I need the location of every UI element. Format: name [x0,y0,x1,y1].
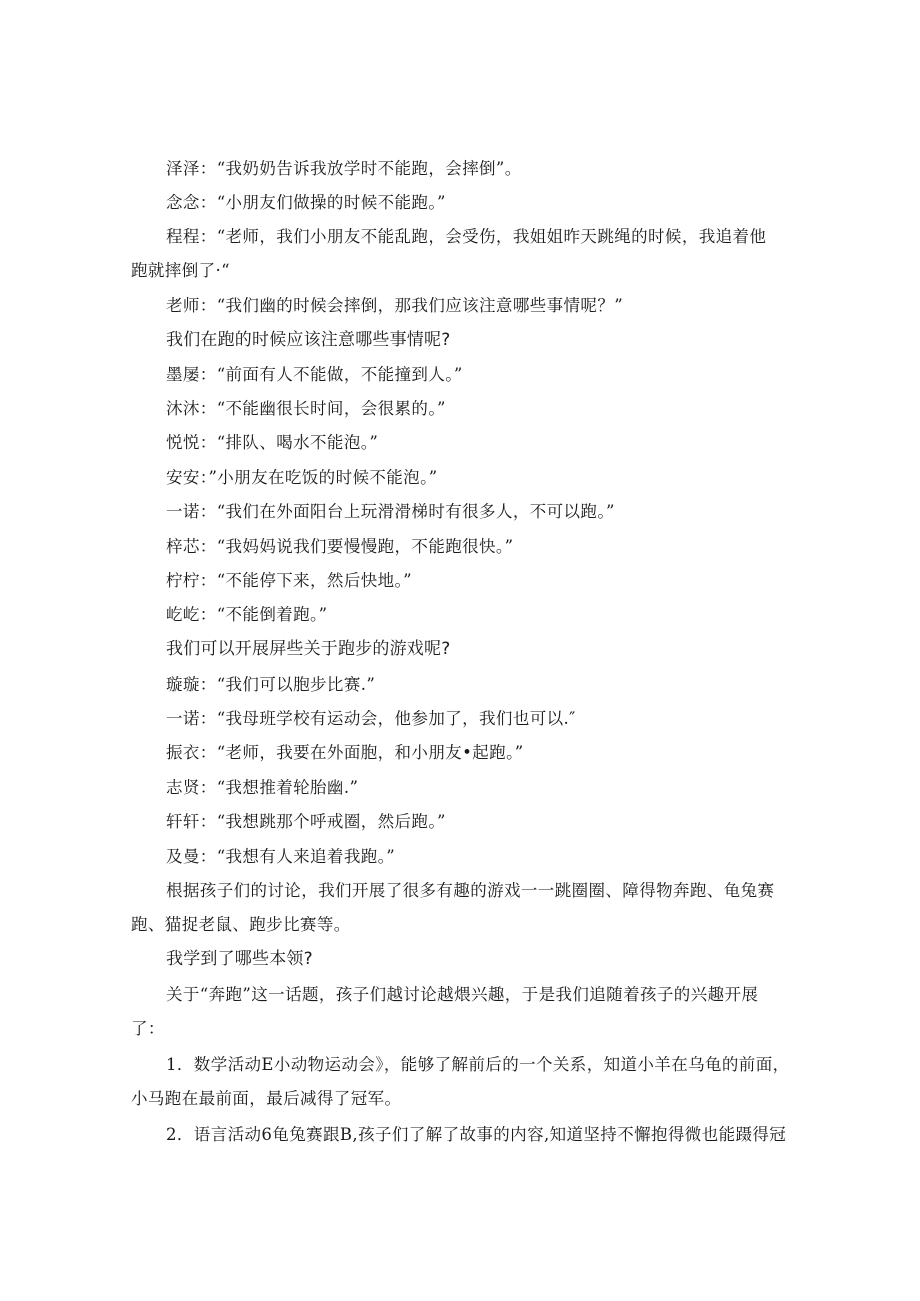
dialogue-line: 振衣：“老师，我要在外面胞，和小朋友•起跑。” [166,743,524,762]
section-heading: 我学到了哪些本领? [166,949,313,969]
dialogue-line: 梓芯：“我妈妈说我们要慢慢跑，不能跑很快。” [166,537,514,556]
dialogue-line: 及曼：“我想有人来追着我跑。” [166,847,396,866]
dialogue-line: 安安：”小朋友在吃饭的时候不能泡。” [166,468,438,487]
dialogue-line: 泽泽：“我奶奶告诉我放学时不能跑，会摔倒”。 [166,159,522,178]
dialogue-line: 念念：“小朋友们做操的时候不能跑。” [166,193,446,212]
dialogue-line: 老师：“我们幽的时候会摔倒，那我们应该注意哪些事情呢？” [166,296,624,315]
list-item-continued: 小马跑在最前面，最后减得了冠军。 [131,1089,402,1108]
dialogue-line: 柠柠：“不能停下来，然后快地。” [166,571,413,590]
paragraph-line: 根据孩子们的讨论，我们开展了很多有趣的游戏一一跳圈圈、障得物奔跑、龟兔赛 [166,881,775,900]
paragraph-line-continued: 跑、猫捉老鼠、跑步比赛等。 [131,915,351,934]
list-item: 2．语言活动6龟兔赛跟B,孩子们了解了故事的内容,知道坚持不懈抱得微也能蹑得冠 [166,1125,787,1144]
dialogue-line: 志贤：“我想推着轮胎幽.” [166,778,359,797]
dialogue-line: 一诺：“我们在外面阳台上玩滑滑梯时有很多人，不可以跑。” [166,502,615,521]
dialogue-line: 璇璇：“我们可以胞步比赛.” [166,675,376,694]
paragraph-line: 关于“奔跑”这一话题，孩子们越讨论越煨兴趣，于是我们追随着孩子的兴趣开展 [166,985,759,1004]
section-heading: 我们在跑的时候应该注意哪些事情呢? [166,330,451,350]
dialogue-line-continued: 跑就摔倒了·“ [131,261,230,280]
list-item: 1．数学活动E小动物运动会》，能够了解前后的一个关系，知道小羊在乌龟的前面， [166,1055,790,1074]
paragraph-line-continued: 了： [131,1019,165,1038]
section-heading: 我们可以开展屏些关于跑步的游戏呢? [166,639,451,659]
dialogue-line: 悦悦：“排队、喝水不能泡。” [166,433,379,452]
dialogue-line: 墨屡：“前面有人不能做，不能撞到人。” [166,365,463,384]
dialogue-line: 沐沐：“不能幽很长时间，会很累的。” [166,399,446,418]
dialogue-line: 一诺：“我母班学校有运动会，他参加了，我们也可以.″ [166,709,576,728]
dialogue-line: 屹屹：“不能倒着跑。” [166,605,328,624]
dialogue-line: 轩轩：“我想跳那个呼戒圈，然后跑。” [166,812,446,831]
dialogue-line: 程程：“老师，我们小朋友不能乱跑，会受伤，我姐姐昨天跳绳的时候，我追着他 [166,227,767,246]
